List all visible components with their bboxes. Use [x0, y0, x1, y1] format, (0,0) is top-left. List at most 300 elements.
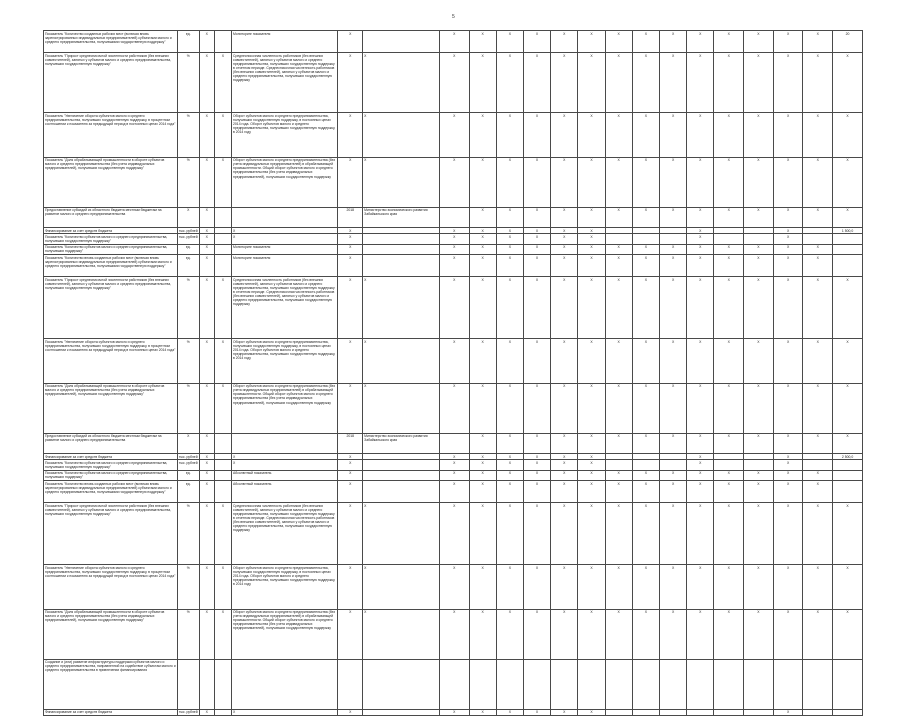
table-cell: Х [439, 157, 469, 207]
table-cell: Х [363, 503, 440, 565]
table-cell: Оборот субъектов малого и среднего предпринимательства, получивших государственную поддержку, в постоянных ценах 2014 года. Оборот субъектов малого и среднего предпринимательства, получивших государственную поддержку, в 2014 году [232, 339, 338, 383]
table-cell: Х [714, 565, 744, 609]
table-cell: Х [338, 277, 363, 339]
page-number: 5 [452, 14, 455, 20]
table-cell: Х [803, 113, 833, 157]
table-cell: Х [496, 113, 523, 157]
table-cell: Х [199, 277, 214, 339]
table-cell: Х [551, 609, 578, 659]
table-cell: Х [469, 244, 496, 254]
table-cell: Х [833, 383, 863, 433]
table-cell [363, 709, 440, 715]
table-cell: Х [496, 157, 523, 207]
table-cell: Х [773, 709, 803, 715]
table-cell [833, 470, 863, 480]
table-cell: Х [744, 53, 774, 113]
table-cell: Среднесписочная численность работников (без внешних совместителей), занятых у субъектов малого и среднего предпринимательства, получивших государственную поддержку в отчетном периоде. Среднесписочная численность работников (без внешних совместителей), занятых у субъектов малого и среднего предпринимательства, получивших государственную поддержку [232, 277, 338, 339]
table-cell: Х [605, 207, 632, 227]
table-cell: Х [199, 470, 214, 480]
table-cell: Х [439, 503, 469, 565]
table-cell [523, 659, 550, 709]
table-cell: Х [199, 113, 214, 157]
table-cell: Х [632, 383, 659, 433]
row-description-cell: Финансирование за счет средств бюджета [44, 453, 178, 459]
table-cell: Х [469, 234, 496, 244]
table-cell: Х [605, 113, 632, 157]
table-cell: Х [338, 254, 363, 276]
table-cell: Х [469, 227, 496, 233]
row-description-cell: Показатель "Количество созданных рабочих мест (включая вновь зарегистрированных индивидуальных предпринимателей) субъектами малого и среднего предпринимательства, получившими государственную поддержку" [44, 31, 178, 53]
table-cell: тыс. рублей [177, 234, 199, 244]
table-cell: Х [578, 433, 605, 453]
table-cell [803, 460, 833, 470]
table-cell [214, 31, 231, 53]
table-cell: Х [605, 244, 632, 254]
table-cell: ед. [177, 254, 199, 276]
table-row [44, 113, 863, 157]
table-cell: Х [687, 227, 714, 233]
table-cell: Х [232, 460, 338, 470]
table-cell: Х [744, 157, 774, 207]
row-description-cell: Показатель "Прирост среднесписочной численности работников (без внешних совместителей), занятых у субъектов малого и среднего предпринимательства, получивших государственную поддержку" [44, 503, 178, 565]
table-cell: Х [773, 453, 803, 459]
table-cell: Среднесписочная численность работников (без внешних совместителей), занятых у субъектов малого и среднего предпринимательства, получивших государственную поддержку в отчетном периоде. Среднесписочная численность работников (без внешних совместителей), занятых у субъектов малого и среднего предпринимательства, получивших государственную поддержку [232, 503, 338, 565]
table-cell: Х [199, 254, 214, 276]
table-cell: Х [469, 480, 496, 502]
table-cell: Х [744, 565, 774, 609]
table-cell: Х [578, 254, 605, 276]
table-cell: Х [632, 113, 659, 157]
table-cell: Х [659, 254, 686, 276]
table-cell: Х [714, 339, 744, 383]
table-cell: Х [714, 53, 744, 113]
table-cell: Х [439, 609, 469, 659]
row-description-cell: Показатель "Количество субъектов малого и среднего предпринимательства, получивших государственную поддержку" [44, 460, 178, 470]
table-cell: Х [773, 254, 803, 276]
table-cell: Оборот субъектов малого и среднего предпринимательства, получивших государственную поддержку, в постоянных ценах 2014 года. Оборот субъектов малого и среднего предпринимательства, получивших государственную поддержку, в 2014 году [232, 113, 338, 157]
table-cell: Х [338, 709, 363, 715]
table-cell: % [177, 277, 199, 339]
table-cell: Х [578, 453, 605, 459]
table-cell: Х [551, 339, 578, 383]
table-cell: Х [363, 277, 440, 339]
table-cell [605, 709, 632, 715]
table-cell: Х [632, 277, 659, 339]
table-cell: Х [523, 433, 550, 453]
table-cell: Х [803, 339, 833, 383]
table-cell: Х [744, 480, 774, 502]
table-cell: Х [496, 53, 523, 113]
table-cell: Х [578, 609, 605, 659]
table-cell: Х [496, 234, 523, 244]
table-cell: Х [687, 480, 714, 502]
table-cell [744, 709, 774, 715]
table-cell: Х [687, 565, 714, 609]
table-cell: Х [605, 433, 632, 453]
table-cell: Х [744, 339, 774, 383]
table-cell [214, 709, 231, 715]
table-cell: Х [659, 470, 686, 480]
table-cell: Х [551, 254, 578, 276]
table-cell: Х [496, 480, 523, 502]
table-cell: Х [439, 460, 469, 470]
table-cell: Мониторинг показателя [232, 31, 338, 53]
table-cell: Х [833, 53, 863, 113]
table-cell: Х [659, 565, 686, 609]
row-description-cell: Показатель "Увеличение оборота субъектов малого и среднего предпринимательства, получивших государственную поддержку, в процентном соотношении к показателю за предыдущий период в постоянных ценах 2014 года" [44, 113, 178, 157]
table-cell: Х [469, 277, 496, 339]
table-cell: Х [551, 157, 578, 207]
table-cell: Х [496, 207, 523, 227]
table-cell: Х [659, 113, 686, 157]
table-cell: Х [605, 480, 632, 502]
row-description-cell: Показатель "Количество субъектов малого и среднего предпринимательства, получивших государственную поддержку" [44, 234, 178, 244]
table-cell: 2018 [338, 433, 363, 453]
table-cell: Х [469, 383, 496, 433]
table-cell [363, 480, 440, 502]
table-cell: % [177, 383, 199, 433]
table-cell: Х [214, 383, 231, 433]
table-cell: Х [833, 433, 863, 453]
table-cell: Х [232, 709, 338, 715]
table-cell: Абсолютный показатель [232, 470, 338, 480]
table-cell [744, 460, 774, 470]
table-row [44, 480, 863, 502]
table-cell: Х [439, 339, 469, 383]
table-cell: Х [214, 609, 231, 659]
table-cell: % [177, 53, 199, 113]
table-cell: % [177, 113, 199, 157]
table-cell: Х [363, 53, 440, 113]
table-cell: Х [833, 157, 863, 207]
table-cell: Х [714, 157, 744, 207]
table-cell: Х [687, 339, 714, 383]
table-cell: Х [551, 31, 578, 53]
table-cell: Х [632, 609, 659, 659]
table-cell: Х [803, 244, 833, 254]
table-cell: Х [803, 503, 833, 565]
table-cell: Х [469, 339, 496, 383]
table-cell: Х [439, 565, 469, 609]
table-cell: Х [744, 609, 774, 659]
table-cell: Х [469, 433, 496, 453]
table-cell: Х [496, 244, 523, 254]
table-cell: Х [687, 503, 714, 565]
table-cell: Мониторинг показателя [232, 254, 338, 276]
table-cell: Х [803, 480, 833, 502]
table-cell: Х [469, 503, 496, 565]
row-description-cell: Показатель "Количество вновь созданных рабочих мест (включая вновь зарегистрированных индивидуальных предпринимателей) субъектами малого и среднего предпринимательства, получившими государственную поддержку" [44, 254, 178, 276]
table-cell: Х [632, 254, 659, 276]
table-cell: Х [744, 383, 774, 433]
table-row [44, 470, 863, 480]
table-cell: Х [469, 157, 496, 207]
table-cell: Министерство экономического развития Забайкальского края [363, 207, 440, 227]
table-cell: Х [214, 157, 231, 207]
table-cell [363, 659, 440, 709]
table-cell: Х [605, 503, 632, 565]
table-row [44, 609, 863, 659]
table-cell: Х [551, 383, 578, 433]
table-cell: Х [714, 254, 744, 276]
row-description-cell: Показатель "Доля обрабатывающей промышленности в обороте субъектов малого и среднего предпринимательства (без учета индивидуальных предпринимателей), получивших государственную поддержку" [44, 609, 178, 659]
table-cell [551, 659, 578, 709]
table-cell: Х [605, 565, 632, 609]
table-cell: Х [199, 433, 214, 453]
table-cell: Х [199, 480, 214, 502]
table-cell: Х [551, 503, 578, 565]
table-cell: Х [773, 470, 803, 480]
table-cell: Х [578, 339, 605, 383]
row-description-cell: Показатель "Увеличение оборота субъектов малого и среднего предпринимательства, получивших государственную поддержку, в процентном соотношении к показателю за предыдущий период в постоянных ценах 2014 года" [44, 565, 178, 609]
table-cell: Х [833, 565, 863, 609]
table-cell: Х [632, 244, 659, 254]
table-cell: Х [714, 433, 744, 453]
table-cell: Х [687, 383, 714, 433]
table-cell: Х [214, 339, 231, 383]
table-cell: Х [338, 470, 363, 480]
table-cell [363, 31, 440, 53]
table-cell: Х [523, 383, 550, 433]
table-cell: Х [632, 157, 659, 207]
table-cell: Х [659, 277, 686, 339]
table-cell: Х [199, 157, 214, 207]
table-cell: Х [199, 565, 214, 609]
table-cell: Х [632, 339, 659, 383]
table-cell: Х [714, 277, 744, 339]
table-cell: Х [363, 113, 440, 157]
table-cell: Х [496, 453, 523, 459]
table-cell: Х [687, 609, 714, 659]
row-description-cell: Финансирование за счет средств бюджета [44, 709, 178, 715]
table-cell: Х [773, 460, 803, 470]
table-cell: Х [439, 234, 469, 244]
table-cell: Х [199, 503, 214, 565]
table-cell [833, 460, 863, 470]
table-cell: Х [523, 470, 550, 480]
table-cell: Х [338, 157, 363, 207]
table-cell [214, 659, 231, 709]
table-cell: Х [439, 470, 469, 480]
table-cell: Х [803, 565, 833, 609]
row-description-cell: Показатель "Количество субъектов малого и среднего предпринимательства, получивших поддержку" [44, 470, 178, 480]
table-cell: Х [744, 433, 774, 453]
table-cell: Х [338, 113, 363, 157]
table-cell: ед. [177, 470, 199, 480]
table-cell: Х [338, 234, 363, 244]
table-cell [744, 234, 774, 244]
table-cell: Х [523, 234, 550, 244]
table-row [44, 244, 863, 254]
table-cell: тыс. рублей [178, 228, 198, 233]
table-cell: Х [833, 503, 863, 565]
table-cell [687, 659, 714, 709]
table-cell: Х [714, 609, 744, 659]
table-cell: Х [578, 31, 605, 53]
table-cell: Х [469, 31, 496, 53]
table-cell: Х [469, 709, 496, 715]
table-cell [744, 659, 774, 709]
table-cell: Х [338, 609, 363, 659]
table-cell: Х [496, 709, 523, 715]
table-cell: Х [687, 470, 714, 480]
table-cell: Х [659, 207, 686, 227]
table-cell: тыс. рублей [178, 710, 198, 715]
table-cell [605, 460, 632, 470]
table-cell [833, 709, 863, 715]
table-row [44, 53, 863, 113]
table-cell: Х [214, 113, 231, 157]
table-cell: 2 500,0 [833, 453, 863, 459]
table-row [44, 383, 863, 433]
table-cell: Х [551, 460, 578, 470]
table-cell: Х [773, 53, 803, 113]
table-cell: Х [523, 609, 550, 659]
table-cell: Х [659, 503, 686, 565]
table-cell: Х [523, 244, 550, 254]
table-row [44, 565, 863, 609]
table-cell [803, 659, 833, 709]
table-cell [363, 234, 440, 244]
table-cell: Х [714, 207, 744, 227]
table-cell: Х [439, 31, 469, 53]
table-cell: ед. [177, 31, 199, 53]
table-cell: Х [469, 470, 496, 480]
table-cell: Министерство экономического развития Забайкальского края [363, 433, 440, 453]
table-cell [833, 234, 863, 244]
table-cell: Х [496, 254, 523, 276]
table-cell: Х [496, 433, 523, 453]
table-cell: Х [605, 383, 632, 433]
table-cell: Х [469, 254, 496, 276]
table-cell: Х [199, 383, 214, 433]
table-cell: Х [551, 709, 578, 715]
table-row [44, 339, 863, 383]
table-cell: Х [605, 470, 632, 480]
table-row [44, 254, 863, 276]
table-cell: Х [632, 207, 659, 227]
table-cell: Х [232, 453, 338, 459]
table-cell [659, 234, 686, 244]
table-cell: Х [833, 277, 863, 339]
table-cell [605, 234, 632, 244]
table-cell: Х [773, 383, 803, 433]
table-cell [714, 460, 744, 470]
table-cell: Х [523, 460, 550, 470]
table-cell: Х [773, 157, 803, 207]
table-cell: Х [199, 460, 214, 470]
table-cell: Х [578, 227, 605, 233]
table-cell [773, 659, 803, 709]
table-cell: Х [439, 53, 469, 113]
table-cell: Х [523, 339, 550, 383]
table-cell: Х [214, 53, 231, 113]
table-cell: % [177, 157, 199, 207]
table-cell: Х [496, 470, 523, 480]
table-cell [214, 460, 231, 470]
table-cell: 20 [833, 31, 863, 53]
table-cell: Х [773, 609, 803, 659]
table-cell: Х [803, 470, 833, 480]
table-cell: Х [578, 207, 605, 227]
table-cell [439, 207, 469, 227]
table-cell [714, 709, 744, 715]
table-cell: Х [803, 53, 833, 113]
table-cell: Х [439, 227, 469, 233]
table-cell: Х [773, 113, 803, 157]
table-cell: Х [469, 113, 496, 157]
table-cell: Х [632, 565, 659, 609]
table-cell: Х [232, 227, 338, 233]
table-cell: Х [714, 503, 744, 565]
table-cell: Х [363, 609, 440, 659]
table-row [44, 234, 863, 244]
table-cell: Х [714, 113, 744, 157]
table-cell: Х [469, 207, 496, 227]
table-cell: Х [338, 53, 363, 113]
table-cell: Х [439, 277, 469, 339]
table-cell: Х [199, 207, 214, 227]
table-cell: Х [523, 113, 550, 157]
table-row [44, 207, 863, 227]
table-cell: Х [199, 244, 214, 254]
table-cell: Х [773, 234, 803, 244]
table-cell [632, 709, 659, 715]
table-cell: Х [578, 53, 605, 113]
row-description-cell: Показатель "Прирост среднесписочной численности работников (без внешних совместителей), занятых у субъектов малого и среднего предпринимательства, получивших государственную поддержку" [44, 53, 178, 113]
table-cell: Х [523, 453, 550, 459]
program-table [43, 30, 863, 716]
table-cell: Х [439, 383, 469, 433]
table-cell: Х [578, 244, 605, 254]
table-row [44, 460, 863, 470]
table-cell: Х [687, 244, 714, 254]
table-cell [632, 460, 659, 470]
table-cell: Х [578, 234, 605, 244]
row-description-cell: Показатель "Количество вновь созданных рабочих мест (включая вновь зарегистрированных индивидуальных предпринимателей) субъектами малого и среднего предпринимательства, получившими государственную поддержку" [44, 480, 178, 502]
table-cell [214, 470, 231, 480]
table-cell: Х [773, 207, 803, 227]
table-cell: Х [659, 480, 686, 502]
table-cell: Х [363, 565, 440, 609]
table-cell: Х [439, 113, 469, 157]
table-cell: Х [687, 254, 714, 276]
table-row [44, 503, 863, 565]
table-cell: Х [338, 227, 363, 233]
table-cell [803, 709, 833, 715]
table-cell: Х [773, 31, 803, 53]
table-cell: Х [551, 433, 578, 453]
table-cell: Х [469, 609, 496, 659]
table-cell: Х [803, 157, 833, 207]
table-cell: % [177, 609, 199, 659]
table-cell: Х [578, 383, 605, 433]
table-cell: Х [803, 433, 833, 453]
table-cell: Х [659, 157, 686, 207]
table-cell [363, 460, 440, 470]
table-cell: Х [833, 113, 863, 157]
table-cell [833, 659, 863, 709]
table-cell: Х [578, 460, 605, 470]
table-cell: Х [177, 433, 199, 453]
table-cell: Х [605, 31, 632, 53]
table-cell [214, 234, 231, 244]
table-cell: Оборот субъектов малого и среднего предпринимательства (без учета индивидуальных предпринимателей) в обрабатывающей промышленности. Общий оборот субъектов малого и среднего предпринимательства (без учета индивидуальных предпринимателей), получивших государственную поддержку [232, 609, 338, 659]
table-cell [833, 254, 863, 276]
table-cell: Х [687, 460, 714, 470]
table-cell: Х [232, 234, 338, 244]
table-cell: Х [578, 470, 605, 480]
